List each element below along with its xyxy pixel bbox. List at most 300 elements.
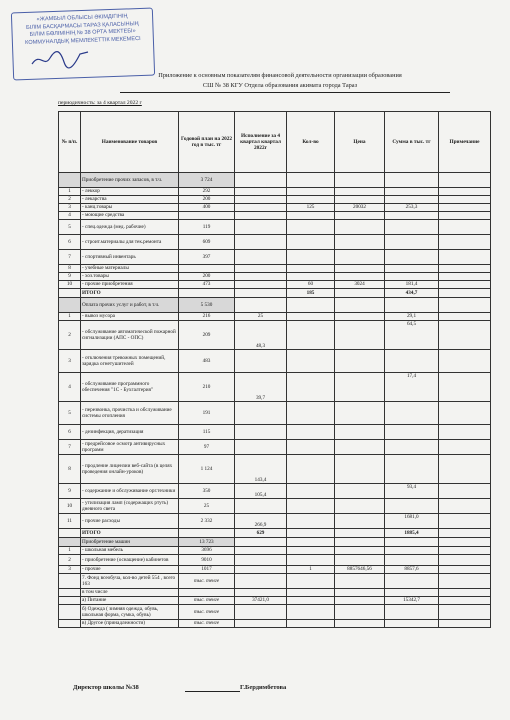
row-name: - хоз.товары [81,273,179,281]
row-sum [385,212,439,220]
row-note [439,455,491,484]
header-line-2: СШ № 38 КГУ Отдела образования акимата города Тараз [202,82,358,89]
row-note [439,173,491,188]
row-plan [179,212,235,220]
row-price [335,620,385,628]
row-name: - прочие приобретения [81,281,179,289]
table-row [59,173,491,188]
stamp-line: «ЖАМБЫЛ ОБЛЫСЫ ӘКІМДІГІНІҢ [36,13,128,23]
row-exec [235,440,287,455]
row-sum [385,250,439,265]
row-sum [385,538,439,547]
table-row [59,440,491,455]
table-row [59,373,491,402]
row-name: - приобретение (оснащение) кабинетов [81,555,179,566]
row-name: Приобретение машин [81,538,179,547]
row-plan: 397 [179,250,235,265]
table-row [59,574,491,589]
row-exec [235,566,287,574]
row-qty [287,298,335,313]
row-price [335,402,385,425]
row-num: 5 [59,220,81,235]
row-name: - учебные материалы [81,265,179,273]
row-price [335,298,385,313]
row-qty: 125 [287,204,335,212]
row-plan: 292 [179,188,235,196]
row-exec: 48,3 [235,321,287,350]
table-row [59,514,491,529]
row-exec [235,547,287,555]
row-name: - канц.товары [81,204,179,212]
row-exec [235,589,287,597]
row-name: - отключения тревожных помещений, зарядка огнетушителей [81,350,179,373]
row-exec [235,538,287,547]
row-note [439,321,491,350]
row-qty [287,250,335,265]
row-sum [385,402,439,425]
row-qty [287,273,335,281]
row-price [335,196,385,204]
row-sum [385,620,439,628]
row-note [439,574,491,589]
row-qty [287,499,335,514]
row-name: б) Одежда ( зимняя одежда, обувь, школьная форма, сумка, обувь) [81,605,179,620]
row-price [335,425,385,440]
row-exec [235,350,287,373]
row-sum: 64,5 [385,321,439,350]
row-exec [235,499,287,514]
header-line-1: Приложение к основным показателям финансовой деятельности организации образования [158,72,402,79]
row-qty [287,220,335,235]
row-name: - предрейсовое осмотр антивирусных программ [81,440,179,455]
row-sum: 29,1 [385,313,439,321]
row-num: 7 [59,250,81,265]
row-qty: 1 [287,566,335,574]
row-name: - продление лицензии веб-сайта (в целях проведения онлайн-уроков) [81,455,179,484]
row-qty: 60 [287,281,335,289]
row-sum: 17,4 [385,373,439,402]
row-exec [235,281,287,289]
table-row [59,425,491,440]
stamp-line: БІЛІМ БАСҚАРМАСЫ ТАРАЗ ҚАЛАСЫНЫҢ [25,20,139,31]
row-name: - обслуживание автоматической пожарной сигнализации (АПС - ОПС) [81,321,179,350]
row-note [439,484,491,499]
row-qty [287,620,335,628]
row-sum [385,605,439,620]
row-num: 10 [59,281,81,289]
row-sum [385,196,439,204]
row-exec: 629 [235,529,287,538]
row-num [59,589,81,597]
table-row [59,265,491,273]
table-row [59,605,491,620]
row-name: - леккор [81,188,179,196]
row-num [59,538,81,547]
row-name: - школьная мебель [81,547,179,555]
row-note [439,273,491,281]
row-qty [287,547,335,555]
row-exec [235,212,287,220]
row-note [439,212,491,220]
row-price [335,212,385,220]
row-plan: 209 [179,321,235,350]
row-price [335,265,385,273]
row-name: - спортивный инвентарь [81,250,179,265]
row-exec: 143,4 [235,455,287,484]
row-sum: 1885,4 [385,529,439,538]
row-sum [385,173,439,188]
row-exec: 105,4 [235,484,287,499]
row-note [439,547,491,555]
row-note [439,529,491,538]
row-note [439,281,491,289]
row-qty [287,196,335,204]
row-plan: 216 [179,313,235,321]
row-qty [287,425,335,440]
table-row [59,220,491,235]
row-qty [287,265,335,273]
row-plan [179,589,235,597]
row-sum [385,220,439,235]
row-plan: тыс. тенге [179,620,235,628]
row-plan: 400 [179,204,235,212]
row-plan: 483 [179,350,235,373]
row-plan: 200 [179,196,235,204]
row-price [335,574,385,589]
row-sum: 8857,6 [385,566,439,574]
row-exec [235,173,287,188]
row-note [439,538,491,547]
row-num: 2 [59,321,81,350]
row-qty [287,188,335,196]
row-exec [235,289,287,298]
row-note [439,250,491,265]
row-price [335,484,385,499]
row-qty [287,313,335,321]
row-price [335,313,385,321]
row-qty [287,402,335,425]
row-exec [235,273,287,281]
row-plan: тыс. тенге [179,574,235,589]
row-price [335,250,385,265]
row-exec [235,555,287,566]
col-num-header: № п/п. [59,112,81,173]
table-row [59,589,491,597]
row-note [439,265,491,273]
table-row [59,484,491,499]
table-row [59,538,491,547]
row-name: ИТОГО [81,529,179,538]
row-price [335,529,385,538]
table-row [59,273,491,281]
row-num: 10 [59,499,81,514]
table-row [59,529,491,538]
row-price: 8857646,56 [335,566,385,574]
row-name: - содержание и обслуживание орг.техники [81,484,179,499]
row-note [439,402,491,425]
row-num [59,289,81,298]
row-note [439,425,491,440]
table-row [59,455,491,484]
row-price [335,547,385,555]
row-qty [287,597,335,605]
row-name: Оплата прочих услуг и работ, в т.ч. [81,298,179,313]
row-note [439,289,491,298]
row-note [439,188,491,196]
row-note [439,566,491,574]
table-row [59,555,491,566]
row-num: 5 [59,402,81,425]
row-exec [235,425,287,440]
row-num: 3 [59,350,81,373]
row-name: в) Другое (принадлежности) [81,620,179,628]
row-sum: 93,4 [385,484,439,499]
row-note [439,235,491,250]
row-plan: тыс. тенге [179,605,235,620]
row-num: 8 [59,455,81,484]
row-exec [235,204,287,212]
row-num: 1 [59,547,81,555]
row-name: а) Питание [81,597,179,605]
row-sum [385,188,439,196]
table-row [59,547,491,555]
row-num [59,597,81,605]
row-qty [287,350,335,373]
row-sum [385,350,439,373]
row-price [335,555,385,566]
row-plan [179,265,235,273]
row-plan [179,529,235,538]
row-num: 3 [59,566,81,574]
row-name: ИТОГО [81,289,179,298]
row-plan: 5 530 [179,298,235,313]
row-exec: 25 [235,313,287,321]
row-exec [235,605,287,620]
row-plan: 3696 [179,547,235,555]
row-num: 4 [59,212,81,220]
row-note [439,597,491,605]
table-row [59,313,491,321]
table-row [59,212,491,220]
row-num: 6 [59,425,81,440]
row-exec [235,235,287,250]
col-note-header: Примечание [439,112,491,173]
row-sum [385,555,439,566]
row-plan: 1 124 [179,455,235,484]
row-price [335,350,385,373]
stamp-line: КОММУНАЛДЫҚ МЕМЛЕКЕТТІК МЕКЕМЕСІ [25,35,141,46]
row-exec: 266,9 [235,514,287,529]
row-sum [385,589,439,597]
table-row [59,188,491,196]
table-row [59,196,491,204]
row-name: 7. Фонд всеобуча, кол-во детей 554 , всего 163 [81,574,179,589]
row-plan: 25 [179,499,235,514]
row-note [439,440,491,455]
row-sum: 253,3 [385,204,439,212]
table-row [59,298,491,313]
row-qty [287,514,335,529]
row-num: 6 [59,235,81,250]
row-qty [287,212,335,220]
row-exec [235,402,287,425]
row-plan: 350 [179,484,235,499]
row-num [59,298,81,313]
budget-table [58,111,491,628]
table-row [59,402,491,425]
row-num [59,620,81,628]
row-name: - дезинфекция, дератизация [81,425,179,440]
row-num: 11 [59,514,81,529]
row-sum [385,440,439,455]
row-exec [235,265,287,273]
col-sum-header: Сумма в тыс. тг [385,112,439,173]
row-note [439,589,491,597]
row-name: - прочие расходы [81,514,179,529]
row-plan [179,289,235,298]
row-plan: 1017 [179,566,235,574]
row-num [59,605,81,620]
table-row [59,620,491,628]
row-exec [235,196,287,204]
row-num [59,574,81,589]
row-plan: 473 [179,281,235,289]
row-exec [235,250,287,265]
row-note [439,555,491,566]
row-note [439,605,491,620]
row-note [439,196,491,204]
director-title: Директор школы №38 [73,684,139,691]
row-plan: 9010 [179,555,235,566]
row-num: 2 [59,555,81,566]
row-price [335,173,385,188]
row-sum: 434,7 [385,289,439,298]
row-sum: 181,4 [385,281,439,289]
row-note [439,350,491,373]
col-name-header: Наименование товаров [81,112,179,173]
row-plan: 2 332 [179,514,235,529]
row-sum: 1681,0 [385,514,439,529]
row-plan: 97 [179,440,235,455]
row-plan: 210 [179,373,235,402]
row-price [335,188,385,196]
row-name: в том числе [81,589,179,597]
row-name: - обслуживание программного обеспечения "1С - Бухгалтерия" [81,373,179,402]
row-note [439,204,491,212]
stamp-line: БІЛІМ БӨЛІМІНІҢ № 38 ОРТА МЕКТЕБІ» [29,28,136,39]
row-price [335,589,385,597]
row-qty [287,455,335,484]
table-row [59,350,491,373]
row-name: - вывоз мусора [81,313,179,321]
table-row [59,597,491,605]
row-plan: 191 [179,402,235,425]
row-price [335,499,385,514]
row-price [335,273,385,281]
row-note [439,220,491,235]
row-qty [287,235,335,250]
signature-scribble [30,48,90,70]
row-price [335,373,385,402]
table-row [59,281,491,289]
table-row [59,250,491,265]
table-row [59,499,491,514]
row-name: - лекарства [81,196,179,204]
row-exec [235,298,287,313]
row-exec: 37421,0 [235,597,287,605]
row-price [335,538,385,547]
table-row [59,289,491,298]
row-price [335,235,385,250]
row-name: - спец.одежда (мед. рабочие) [81,220,179,235]
row-plan: 115 [179,425,235,440]
row-plan: тыс. тенге [179,597,235,605]
row-qty [287,173,335,188]
row-price [335,597,385,605]
row-num [59,529,81,538]
row-sum [385,425,439,440]
row-exec [235,620,287,628]
row-num: 3 [59,204,81,212]
row-qty [287,440,335,455]
period-label: периодичность: за 4 квартал 2022 г [58,100,142,106]
row-qty [287,321,335,350]
row-num: 7 [59,440,81,455]
col-plan-header: Годовой план на 2022 год в тыс. тг [179,112,235,173]
row-num: 1 [59,188,81,196]
row-note [439,298,491,313]
row-name: - прочие [81,566,179,574]
row-sum [385,547,439,555]
row-price [335,455,385,484]
row-price: 20032 [335,204,385,212]
row-price [335,514,385,529]
row-plan: 119 [179,220,235,235]
row-sum [385,574,439,589]
signature-line [185,691,240,692]
row-qty [287,605,335,620]
row-sum: 15342,7 [385,597,439,605]
row-plan: 3 724 [179,173,235,188]
row-qty [287,555,335,566]
row-price [335,321,385,350]
row-num [59,173,81,188]
row-qty: 185 [287,289,335,298]
row-qty [287,589,335,597]
row-num: 9 [59,273,81,281]
table-row [59,566,491,574]
row-plan: 200 [179,273,235,281]
header-rule [120,92,450,93]
row-num: 9 [59,484,81,499]
table-header-row [59,112,491,173]
row-name: Приобретение прочих запасов, в т.ч. [81,173,179,188]
row-exec: 39,7 [235,373,287,402]
row-price [335,440,385,455]
row-note [439,499,491,514]
row-name: - перезвонка, прочистка и обслуживание системы отопления [81,402,179,425]
table-row [59,321,491,350]
director-name: Г.Бердимбетова [240,684,287,691]
row-sum [385,298,439,313]
row-num: 4 [59,373,81,402]
row-exec [235,220,287,235]
row-sum [385,273,439,281]
table-row [59,204,491,212]
col-exec-header: Исполнение за 4 квартал квартал 2022г [235,112,287,173]
row-note [439,313,491,321]
row-qty [287,484,335,499]
